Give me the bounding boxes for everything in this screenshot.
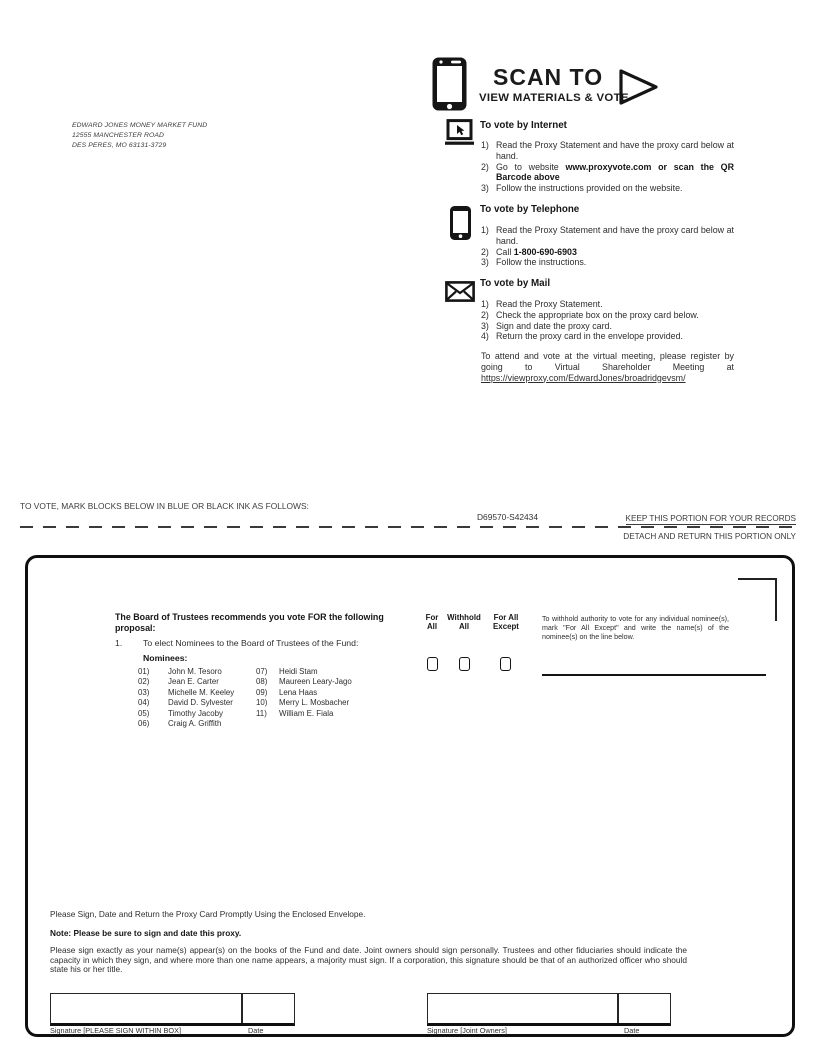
step-text: Read the Proxy Statement and have the proxy card below at hand.: [496, 140, 734, 161]
step-text: Go to website www.proxyvote.com or scan the QR Barcode above: [496, 161, 734, 183]
signature-date-divider: [241, 994, 243, 1023]
step-text: Check the appropriate box on the proxy card below.: [496, 309, 699, 320]
sign-prompt: Please Sign, Date and Return the Proxy Card Promptly Using the Enclosed Envelope.: [50, 909, 366, 919]
vote-option-withhold-all: Withhold All: [447, 613, 481, 631]
nominee-item: 04) David D. Sylvester: [138, 698, 233, 708]
vote-step: [481, 331, 734, 342]
board-recommendation: The Board of Trustees recommends you vote FOR the following proposal:: [115, 612, 384, 633]
step-text: Read the Proxy Statement.: [496, 299, 603, 309]
signature-primary-box[interactable]: [50, 993, 295, 1026]
telephone-icon: [449, 205, 472, 241]
virtual-meeting-note: To attend and vote at the virtual meeting, please register by going to Virtual Shareholder Meeting at https://viewproxy.com/EdwardJones/broadridgevsm/: [481, 351, 734, 383]
nominee-item: 11) William E. Fiala: [256, 708, 334, 718]
step-text: Follow the instructions provided on the website.: [496, 183, 683, 194]
step-number: 2): [481, 161, 489, 172]
nominee-item: 08) Maureen Leary-Jago: [256, 677, 352, 687]
nominee-item: 03) Michelle M. Keeley: [138, 687, 235, 697]
sender-line: 12555 MANCHESTER ROAD: [72, 131, 164, 139]
vote-step: [481, 321, 734, 332]
for-all-except-checkbox[interactable]: [500, 657, 511, 671]
step-text: Read the Proxy Statement and have the proxy card below at hand.: [496, 225, 734, 246]
proposal-number: 1.: [115, 638, 123, 648]
step-text: Call 1-800-690-6903: [496, 246, 577, 257]
step-text: Sign and date the proxy card.: [496, 320, 612, 331]
sign-note: Note: Please be sure to sign and date this proxy.: [50, 928, 242, 938]
signature-joint-block: [427, 993, 671, 1035]
nominee-item: 06) Craig A. Griffith: [138, 719, 222, 729]
sender-line: DES PERES, MO 63131-3729: [72, 141, 167, 149]
nominee-item: 01) John M. Tesoro: [138, 667, 222, 676]
step-number: 2): [481, 246, 489, 257]
signature-joint-label: Signature [Joint Owners]: [427, 1026, 507, 1035]
nominees-label: Nominees:: [143, 653, 188, 663]
vote-step: [481, 162, 734, 184]
mark-blocks-instruction: TO VOTE, MARK BLOCKS BELOW IN BLUE OR BLACK INK AS FOLLOWS:: [20, 501, 309, 511]
signature-date-divider: [617, 994, 619, 1023]
nominee-list-column-1: [138, 667, 234, 729]
mail-envelope-icon: [445, 281, 475, 302]
vote-internet-steps: [481, 140, 734, 194]
for-all-except-write-in-line[interactable]: [542, 674, 766, 676]
laptop-cursor-icon: [445, 119, 474, 147]
vote-step: [481, 247, 734, 258]
detach-portion-label: DETACH AND RETURN THIS PORTION ONLY: [623, 532, 796, 541]
vote-step: [481, 183, 734, 194]
vote-telephone-title: To vote by Telephone: [480, 204, 580, 215]
keep-portion-label: KEEP THIS PORTION FOR YOUR RECORDS: [625, 514, 796, 523]
step-text: Return the proxy card in the envelope provided.: [496, 331, 683, 342]
virtual-meeting-link[interactable]: https://viewproxy.com/EdwardJones/broadridgevsm/: [481, 372, 686, 383]
nominee-item: 07) Heidi Stam: [256, 667, 318, 676]
step-number: 1): [481, 225, 489, 235]
control-number: D69570-S42434: [477, 512, 539, 522]
vote-mail-title: To vote by Mail: [480, 278, 551, 289]
step-number: 3): [481, 257, 489, 268]
signature-primary-block: [50, 993, 295, 1035]
vote-step: [481, 140, 734, 162]
proposal-text: To elect Nominees to the Board of Trustees of the Fund:: [143, 638, 359, 648]
vote-step: [481, 257, 734, 268]
nominee-item: 05) Timothy Jacoby: [138, 708, 223, 718]
sender-address: [72, 121, 207, 150]
vote-step: [481, 299, 734, 310]
withhold-instruction: To withhold authority to vote for any individual nominee(s), mark "For All Except" and write the name(s) of the nominee(s) on the line below.: [542, 615, 729, 641]
scan-banner-title: SCAN TO: [493, 64, 604, 90]
vote-telephone-steps: [481, 225, 734, 268]
step-number: 1): [481, 140, 489, 150]
step-number: 3): [481, 183, 489, 194]
step-number: 2): [481, 309, 489, 320]
vote-option-for-all: For All: [425, 613, 439, 631]
nominee-item: 09) Lena Haas: [256, 687, 318, 697]
vote-step: [481, 225, 734, 247]
signature-primary-label: Signature [PLEASE SIGN WITHIN BOX]: [50, 1026, 181, 1035]
vote-mail-steps: [481, 299, 734, 342]
vote-step: [481, 310, 734, 321]
vote-option-for-all-except: For All Except: [493, 613, 519, 631]
proxy-card: [25, 555, 795, 1037]
nominee-list-column-2: [256, 667, 352, 719]
nominee-item: 02) Jean E. Carter: [138, 677, 219, 687]
date-label: Date: [248, 1026, 264, 1035]
step-number: 3): [481, 320, 489, 331]
step-number: 4): [481, 331, 489, 342]
signature-joint-box[interactable]: [427, 993, 671, 1026]
arrow-right-icon: [618, 68, 660, 106]
corner-registration-mark: [738, 578, 777, 621]
for-all-checkbox[interactable]: [427, 657, 438, 671]
step-text: Follow the instructions.: [496, 257, 587, 268]
vote-internet-title: To vote by Internet: [480, 120, 567, 131]
sign-instructions: Please sign exactly as your name(s) appear(s) on the books of the Fund and date. Joint owners should sign personally. Trustees and other fiduciaries should indicate the capacity in which they sign, and where more than one name appears, a majority must sign. If a corporation, this signature should be that of an authorized officer who should state his or her title.: [50, 945, 687, 975]
nominee-item: 10) Merry L. Mosbacher: [256, 698, 350, 708]
step-number: 1): [481, 299, 489, 309]
withhold-all-checkbox[interactable]: [459, 657, 470, 671]
date-label: Date: [624, 1026, 640, 1035]
smartphone-icon: [431, 56, 468, 112]
sender-line: EDWARD JONES MONEY MARKET FUND: [72, 122, 208, 129]
scan-banner-subtitle: VIEW MATERIALS & VOTE: [479, 92, 629, 104]
perforation-dashed-line: [20, 526, 796, 528]
